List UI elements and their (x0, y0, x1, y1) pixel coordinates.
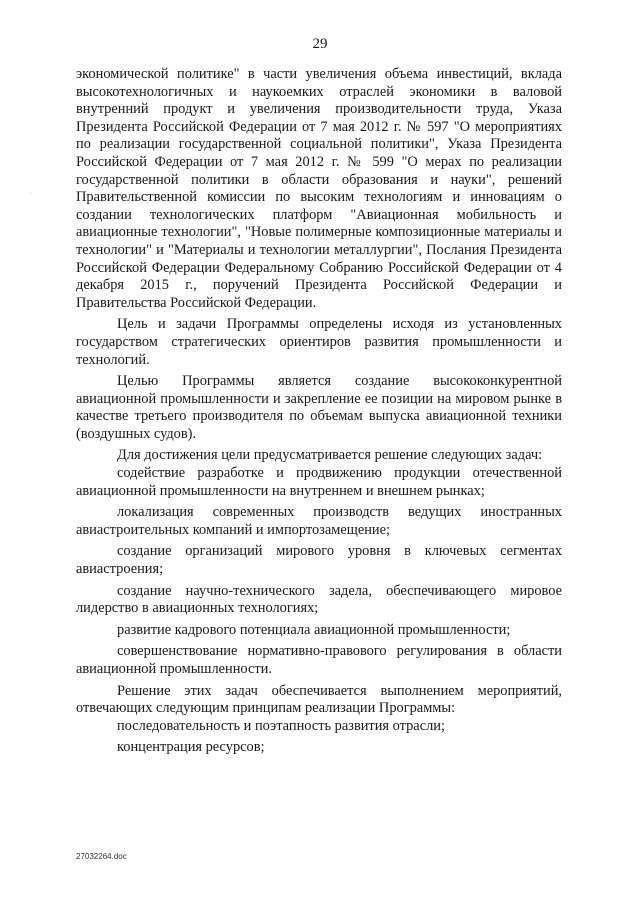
document-body (76, 66, 562, 757)
task-item: содействие разработке и продвижению продукции отечественной авиационной промышленности на внутреннем и внешнем рынках; (76, 465, 562, 499)
task-item: развитие кадрового потенциала авиационной промышленности; (117, 621, 511, 638)
principle-item: концентрация ресурсов; (117, 739, 265, 756)
principle-item: последовательность и поэтапность развития отрасли; (117, 717, 445, 734)
task-item: создание научно-технического задела, обеспечивающего мировое лидерство в авиационных технологиях; (76, 582, 562, 617)
page-number: 29 (312, 36, 328, 52)
task-item: совершенствование нормативно-правового регулирования в области авиационной промышленности. (76, 643, 562, 677)
margin-mark: · (30, 190, 32, 196)
paragraph-tasks-intro: Для достижения цели предусматривается решение следующих задач: (117, 447, 543, 464)
paragraph-program-goal: Целью Программы является создание высококонкурентной авиационной промышленности и закрепление ее позиции на мировом рынке в качестве третьего производителя по объемам выпуска авиационной техники (воздушных судов). (76, 373, 562, 442)
task-item: локализация современных производств ведущих иностранных авиастроительных компаний и импортозамещение; (76, 504, 562, 538)
paragraph-principles-intro: Решение этих задач обеспечивается выполнением мероприятий, отвечающих следующим принципам реализации Программы: (76, 682, 562, 717)
task-item: создание организаций мирового уровня в ключевых сегментах авиастроения; (76, 543, 562, 578)
paragraph-goals-intro: Цель и задачи Программы определены исходя из установленных государством стратегических ориентиров развития промышленности и технологий. (76, 316, 562, 368)
document-filename: 27032264.doc (76, 852, 127, 861)
paragraph-continuation: экономической политике" в части увеличения объема инвестиций, вклада высокотехнологичных и наукоемких отраслей экономики в валовой внутренний продукт и увеличения производительности труда, Указа Президента Российской Федерации от 7 мая 2012 г. № 597 "О мероприятиях по реализации государственной социальной политики", Указа Президента Российской Федерации от 7 мая 2012 г. № 599 "О мерах по реализации государственной политики в области образования и науки", решений Правительственной комиссии по высоким технологиям и инновациям о создании технологических платформ "Авиационная мобильность и авиационные технологии", "Новые полимерные композиционные материалы и технологии" и "Материалы и технологии металлургии", Послания Президента Российской Федерации Федеральному Собранию Российской Федерации от 4 декабря 2015 г., поручений Президента Российской Федерации и Правительства Российской Федерации. (76, 66, 562, 311)
